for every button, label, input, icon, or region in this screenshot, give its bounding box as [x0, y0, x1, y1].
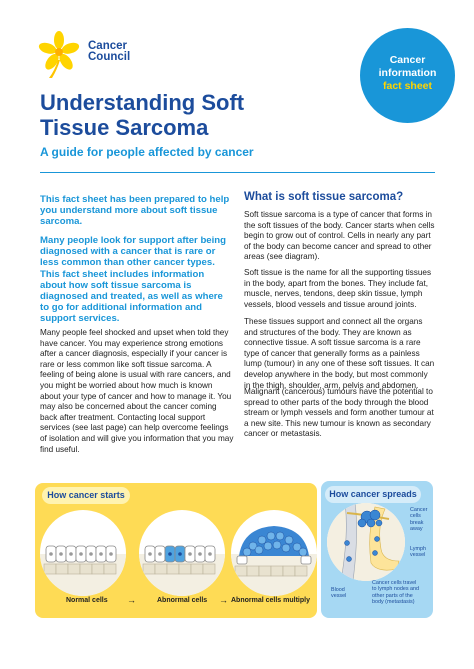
cancer-spread-illustration [327, 503, 405, 581]
right-paragraph-1: Soft tissue sarcoma is a type of cancer that forms in the soft tissues of the body. Cancer starts when cells begin to grow out of control. Cells in nearly any part of the body can become cancer and spread to other areas (see diagram). [244, 210, 435, 262]
cancer-council-logo-icon [37, 30, 81, 80]
label-line: Cancer cells travel [372, 580, 417, 586]
lymph-vessel-label [410, 546, 426, 559]
badge-line-3: fact sheet [382, 80, 433, 92]
section-heading: What is soft tissue sarcoma? [244, 191, 404, 203]
how-cancer-starts-title: How cancer starts [42, 487, 130, 504]
abnormal-cells-multiply-label: Abnormal cells multiply [231, 597, 310, 604]
page-title [40, 90, 340, 140]
abnormal-cells-multiply-illustration [231, 510, 317, 596]
intro-paragraph-1: This fact sheet has been prepared to help you understand more about soft tissue sarcoma. [40, 194, 230, 228]
normal-cells-label: Normal cells [66, 597, 108, 604]
title-line-1: Understanding Soft [40, 90, 245, 115]
header-divider [40, 172, 435, 173]
blood-vessel-label [331, 587, 346, 600]
cancer-cells-break-away-label [410, 507, 427, 533]
label-line: away [410, 526, 423, 533]
cancer-cells-travel-label [372, 580, 419, 606]
right-paragraph-4: Malignant (cancerous) tumours have the potential to spread to other parts of the body through the blood stream or lymph vessels and form another tumour at a new site. This new tumour is known as secondary cancer or metastasis. [244, 387, 434, 439]
label-line: cells [410, 513, 421, 520]
label-line: vessel [331, 593, 347, 600]
how-cancer-spreads-title: How cancer spreads [325, 486, 421, 503]
abnormal-cells-label: Abnormal cells [157, 597, 208, 604]
right-paragraph-2: Soft tissue is the name for all the supporting tissues in the body, apart from the bones. They include fat, muscle, nerves, tendons, deep skin tissue, lymph vessels, blood vessels and tissue around joints. [244, 268, 432, 309]
label-line: to lymph nodes and [372, 586, 420, 593]
badge-line-2: information [378, 67, 437, 79]
fact-sheet-badge [360, 28, 455, 123]
label-line: break [410, 519, 424, 526]
badge-line-1: Cancer [389, 54, 426, 66]
label-line: Cancer [410, 507, 428, 513]
label-line: Blood [331, 587, 345, 593]
label-line: other parts of the [372, 592, 413, 599]
logo-text [88, 41, 130, 63]
intro-paragraph-2: Many people look for support after being diagnosed with a cancer that is rare or less common than other cancer types. This fact sheet includes information about how soft tissue sarcoma is diagnosed and treated, as well as where to go for additional information and support services. [40, 235, 227, 325]
label-line: body (metastasis) [372, 599, 415, 606]
left-body-paragraph: Many people feel shocked and upset when told they have cancer. You may experience strong emotions after a cancer diagnosis, especially if your cancer is rare or less common like soft tissue sarcoma. A feeling of being alone is usual with rare cancers, and you might be worried about how much is known about your type of cancer and how to manage it. You may also be concerned about the cancer coming back after treatment. Contacting local support services (see last page) can help overcome feelings of isolation and will give you information that you may find useful. [40, 328, 234, 454]
label-line: Lymph [410, 546, 426, 552]
page-subtitle: A guide for people affected by cancer [40, 145, 254, 159]
label-line: vessel [410, 552, 426, 559]
logo-line-1: Cancer [88, 40, 127, 52]
abnormal-cells-illustration [139, 510, 225, 596]
right-paragraph-3: These tissues support and connect all the organs and structures of the body. They are known as connective tissue. A soft tissue sarcoma is a rare type of cancer that generally forms as a painless lump (tumour) in any one of these soft tissues. It can develop anywhere in the body, but most commonly in the thigh, shoulder, arm, pelvis and abdomen. [244, 317, 435, 390]
arrow-icon: → [219, 595, 228, 605]
arrow-icon: → [127, 595, 136, 605]
title-line-2: Tissue Sarcoma [40, 115, 209, 140]
normal-cells-illustration [40, 510, 126, 596]
logo-line-2: Council [88, 51, 131, 63]
